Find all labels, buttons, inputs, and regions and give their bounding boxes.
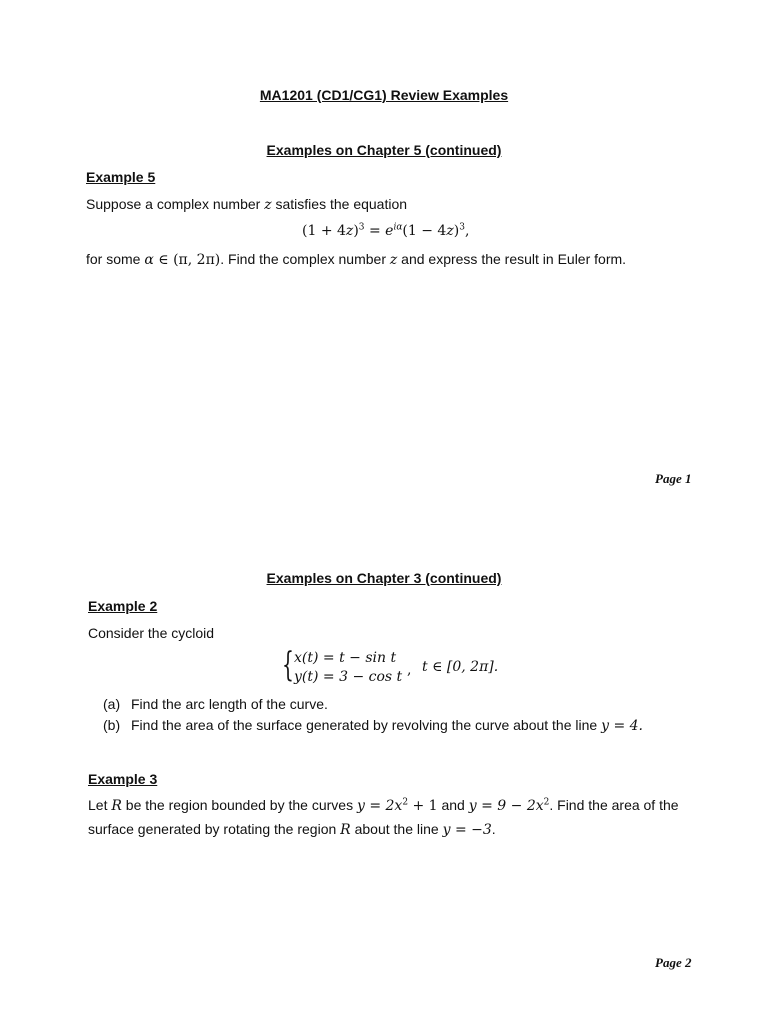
example-3-heading: Example 3: [88, 771, 158, 787]
ex3-R2: R: [340, 822, 351, 838]
ex3-find: . Find the area of the: [549, 797, 679, 813]
interval-text: ∈ (π, 2π): [153, 252, 221, 268]
document-title: MA1201 (CD1/CG1) Review Examples: [259, 87, 509, 103]
curve-1-tail: + 1: [408, 798, 438, 814]
system-line-1-text: x(t) = t − sin t: [294, 650, 397, 666]
for-some-text: for some: [86, 251, 141, 267]
question-var: z: [389, 252, 398, 268]
eq-tail: ,: [464, 223, 470, 239]
system-line-1: [294, 650, 396, 666]
eq-rhs-close: ): [453, 223, 460, 239]
left-brace: {: [282, 645, 294, 685]
example-3-line-1: [88, 797, 679, 814]
intro-text: Suppose a complex number: [86, 196, 261, 212]
cycloid-system: [282, 646, 522, 690]
eq-e-exp: iα: [393, 222, 403, 233]
example-5-equation: [302, 223, 469, 239]
intro-end-text: satisfies the equation: [275, 196, 408, 212]
question-rest: . Find the complex number: [220, 251, 386, 267]
ex3-and: and: [441, 797, 465, 813]
page-1-label: Page 1: [655, 471, 692, 486]
eq-lhs-exp: 3: [358, 222, 365, 233]
ex3-period: .: [491, 821, 496, 837]
ex3-about: about the line: [354, 821, 439, 837]
example-5-intro: [86, 196, 407, 213]
curve-1-exp: 2: [402, 797, 409, 808]
eq-lhs-var: z: [345, 223, 354, 239]
example-5-question: [86, 251, 626, 268]
part-a-text: Find the arc length of the curve.: [131, 696, 328, 712]
part-a: [103, 696, 328, 712]
section-heading-chapter-5: Examples on Chapter 5 (continued): [266, 142, 502, 158]
eq-rhs-exp: 3: [459, 222, 465, 233]
eq-e: e: [385, 223, 394, 239]
alpha-symbol: α: [144, 252, 154, 268]
part-b-label: (b): [103, 717, 121, 733]
page-2-label: Page 2: [655, 955, 692, 970]
curve-2-exp: 2: [543, 797, 550, 808]
question-end: and express the result in Euler form.: [401, 251, 627, 267]
ex3-let: Let: [88, 797, 108, 813]
example-3-line-2: [88, 821, 496, 838]
system-comma: ,: [407, 662, 412, 678]
eq-rhs-var: z: [446, 223, 454, 239]
eq-rhs-base: (1 − 4: [402, 223, 447, 239]
part-b-text: Find the area of the surface generated by revolving the curve about the line: [131, 717, 598, 733]
eq-equals: =: [364, 223, 386, 239]
system-domain-text: t ∈ [0, 2π].: [422, 659, 499, 675]
ex3-bounded: be the region bounded by the curves: [125, 797, 354, 813]
system-line-2: [294, 669, 402, 685]
example-5-heading: Example 5: [86, 169, 156, 185]
section-heading-chapter-3: Examples on Chapter 3 (continued): [266, 570, 502, 586]
part-b: [103, 717, 643, 734]
curve-2: y = 9 − 2x: [468, 798, 544, 814]
eq-lhs-close: ): [353, 223, 359, 239]
intro-var: z: [264, 197, 272, 213]
part-b-math: y = 4.: [601, 718, 643, 734]
example-2-intro: Consider the cycloid: [88, 625, 215, 641]
system-domain: [422, 659, 498, 675]
part-a-label: (a): [103, 696, 121, 712]
ex3-surface: surface generated by rotating the region: [88, 821, 337, 837]
eq-lhs-base: (1 + 4: [302, 223, 346, 239]
example-2-heading: Example 2: [88, 598, 158, 614]
curve-1: y = 2x: [356, 798, 403, 814]
system-line-2-text: y(t) = 3 − cos t: [294, 669, 403, 685]
ex3-R: R: [111, 798, 122, 814]
ex3-line-math: y = −3: [442, 822, 492, 838]
